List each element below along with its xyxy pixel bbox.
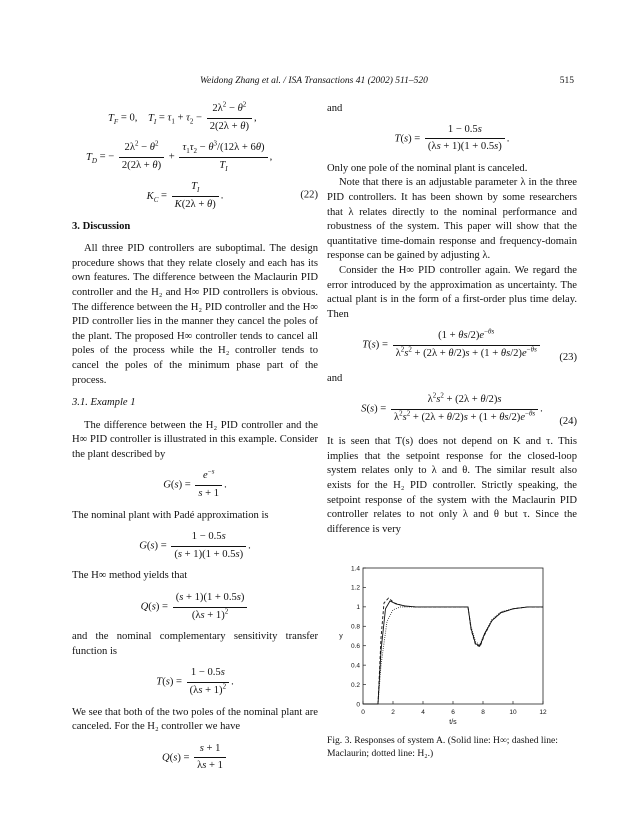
- x-tick-label: 6: [451, 709, 455, 716]
- plot-frame: [363, 568, 543, 704]
- lambda-paragraph: Note that there is an adjustable parameter λ in the three PID controllers. It has been shown by some researchers that λ relates directly to the nominal performance and robustness of the system. This paper will show that the quantitative time-domain response and frequency-domain response can be gained by adjusting λ.: [327, 177, 577, 262]
- equation-t-hinf: T(s) = $\frac{1 - 0.5s}{(\lambda s + 1)^2}$ .: [156, 667, 234, 696]
- running-title: Weidong Zhang et al. / ISA Transactions 41 (2002) 511–520: [200, 76, 428, 86]
- y-tick-label: 0: [356, 701, 360, 709]
- y-tick-label: 1: [356, 604, 360, 612]
- equation-nominal-plant: G(s) = $\frac{1 - 0.5s}{(s + 1)(1 + 0.5s)}$ .: [139, 531, 251, 560]
- section-heading: 3. Discussion: [72, 220, 131, 232]
- left-column: [72, 100, 318, 781]
- x-tick-label: 2: [391, 709, 395, 716]
- y-tick-label: 1.2: [350, 584, 360, 592]
- consider-paragraph: Consider the H∞ PID controller again. We regard the error introduced by the approximation as uncertainty. The actual plant is in the form of a first-order plus time delay. Then: [327, 264, 577, 320]
- one-pole-paragraph: Only one pole of the nominal plant is canceled.: [327, 162, 528, 174]
- series-line-dotted: [363, 607, 543, 704]
- right-column: [327, 100, 577, 537]
- y-axis-label: y: [339, 633, 343, 640]
- and-text-2: and: [327, 372, 343, 384]
- x-tick-label: 12: [539, 709, 547, 716]
- series-line-dashed: [363, 598, 543, 704]
- x-tick-label: 10: [509, 709, 517, 716]
- pade-paragraph: The nominal plant with Padé approximation is: [72, 509, 269, 521]
- y-tick-label: 0.2: [350, 681, 360, 689]
- equation-number-23: (23): [559, 351, 577, 363]
- equation-q-hinf: Q(s) = $\frac{(s + 1)(1 + 0.5s)}{(\lambda s + 1)^2}$: [72, 591, 318, 623]
- and-text-1: and: [327, 103, 343, 114]
- equation-23: T(s) = $\frac{(1 + \theta s/2)e^{-\theta s}}{\lambda^2s^2 + (2\lambda + \theta/2)s + (1 + \theta s/2)e^{-\theta s}}$ (23): [327, 329, 577, 361]
- hinf-paragraph: The H∞ method yields that: [72, 570, 188, 582]
- y-tick-label: 0.4: [350, 662, 360, 670]
- y-tick-label: 0.8: [350, 623, 360, 631]
- poles-paragraph: We see that both of the two poles of the nominal plant are canceled. For the H₂ controller we have: [72, 706, 318, 733]
- equation-number-22: (22): [300, 190, 318, 202]
- subsection-heading: 3.1. Example 1: [72, 397, 136, 409]
- y-tick-label: 1.4: [350, 565, 360, 573]
- figure-3-chart: [327, 558, 577, 730]
- equation-number-24: (24): [559, 415, 577, 427]
- example-paragraph: The difference between the H₂ PID controller and the H∞ PID controller is illustrated in this example. Consider the plant described by: [72, 419, 318, 460]
- figure-caption: Fig. 3. Responses of system A. (Solid line: H∞; dashed line: Maclaurin; dotted line: H₂.): [327, 735, 558, 759]
- equation-tf-ti: $T_F = 0$, $T_I = \tau_1 + \tau_2$ − $\frac{2\lambda^2 - \theta^2}{2(2\lambda + \theta)}$ ,: [108, 100, 257, 132]
- equation-q-h2: Q(s) = $\frac{s + 1}{\lambda s + 1}$: [72, 742, 318, 774]
- x-tick-label: 4: [421, 709, 425, 716]
- page-number: 515: [559, 76, 574, 86]
- equation-24: S(s) = $\frac{\lambda^2s^2 + (2\lambda + \theta/2)s}{\lambda^2s^2 + (2\lambda + \theta/2)s + (1 + \theta s/2)e^{-\theta s}}$ . (24): [327, 393, 577, 425]
- x-tick-label: 0: [361, 709, 365, 716]
- discussion-paragraph: All three PID controllers are suboptimal. The design procedure shows that they relate closely and each has its own features. The difference between the Maclaurin PID controller and the H₂ and H∞ PID controllers is obvious. The difference between the H₂ PID controller and the H∞ PID controller lies in the manner they cancel the poles of the plant. The proposed H∞ controller tends to cancel all poles of the process while the H₂ controller tends to cancel the poles of the minimum phase part of the process.: [72, 243, 318, 386]
- y-tick-label: 0.6: [350, 643, 360, 651]
- running-header: [70, 76, 574, 90]
- x-axis-label: t/s: [449, 719, 457, 726]
- equation-td: $T_D$ = − $\frac{2\lambda^2 - \theta^2}{2(2\lambda + \theta)}$ + $\frac{\tau_1\tau_2 - \theta^3/(12\lambda + 6\theta)}{T_I}$ ,: [86, 139, 273, 173]
- equation-plant: G(s) = $\frac{e^{-s}}{s + 1}$ .: [163, 467, 227, 500]
- equation-22: $K_C$ = $\frac{T_I}{K(2\lambda + \theta)}$ . (22): [146, 181, 318, 210]
- sensitivity-paragraph: and the nominal complementary sensitivity transfer function is: [72, 631, 318, 657]
- equation-t-h2: T(s) = $\frac{1 - 0.5s}{(\lambda s + 1)(1 + 0.5s)}$ .: [394, 123, 510, 153]
- seen-paragraph: It is seen that T(s) does not depend on K and τ. This implies that the setpoint response for the closed-loop system relates only to λ and θ. The similar result also exists for the H₂ PID controller. Strictly speaking, the setpoint response of the system with the Maclaurin PID controller relates to not only λ and θ but τ. Since the difference is very: [327, 436, 577, 535]
- response-plot: [327, 558, 577, 730]
- x-tick-label: 8: [481, 709, 485, 716]
